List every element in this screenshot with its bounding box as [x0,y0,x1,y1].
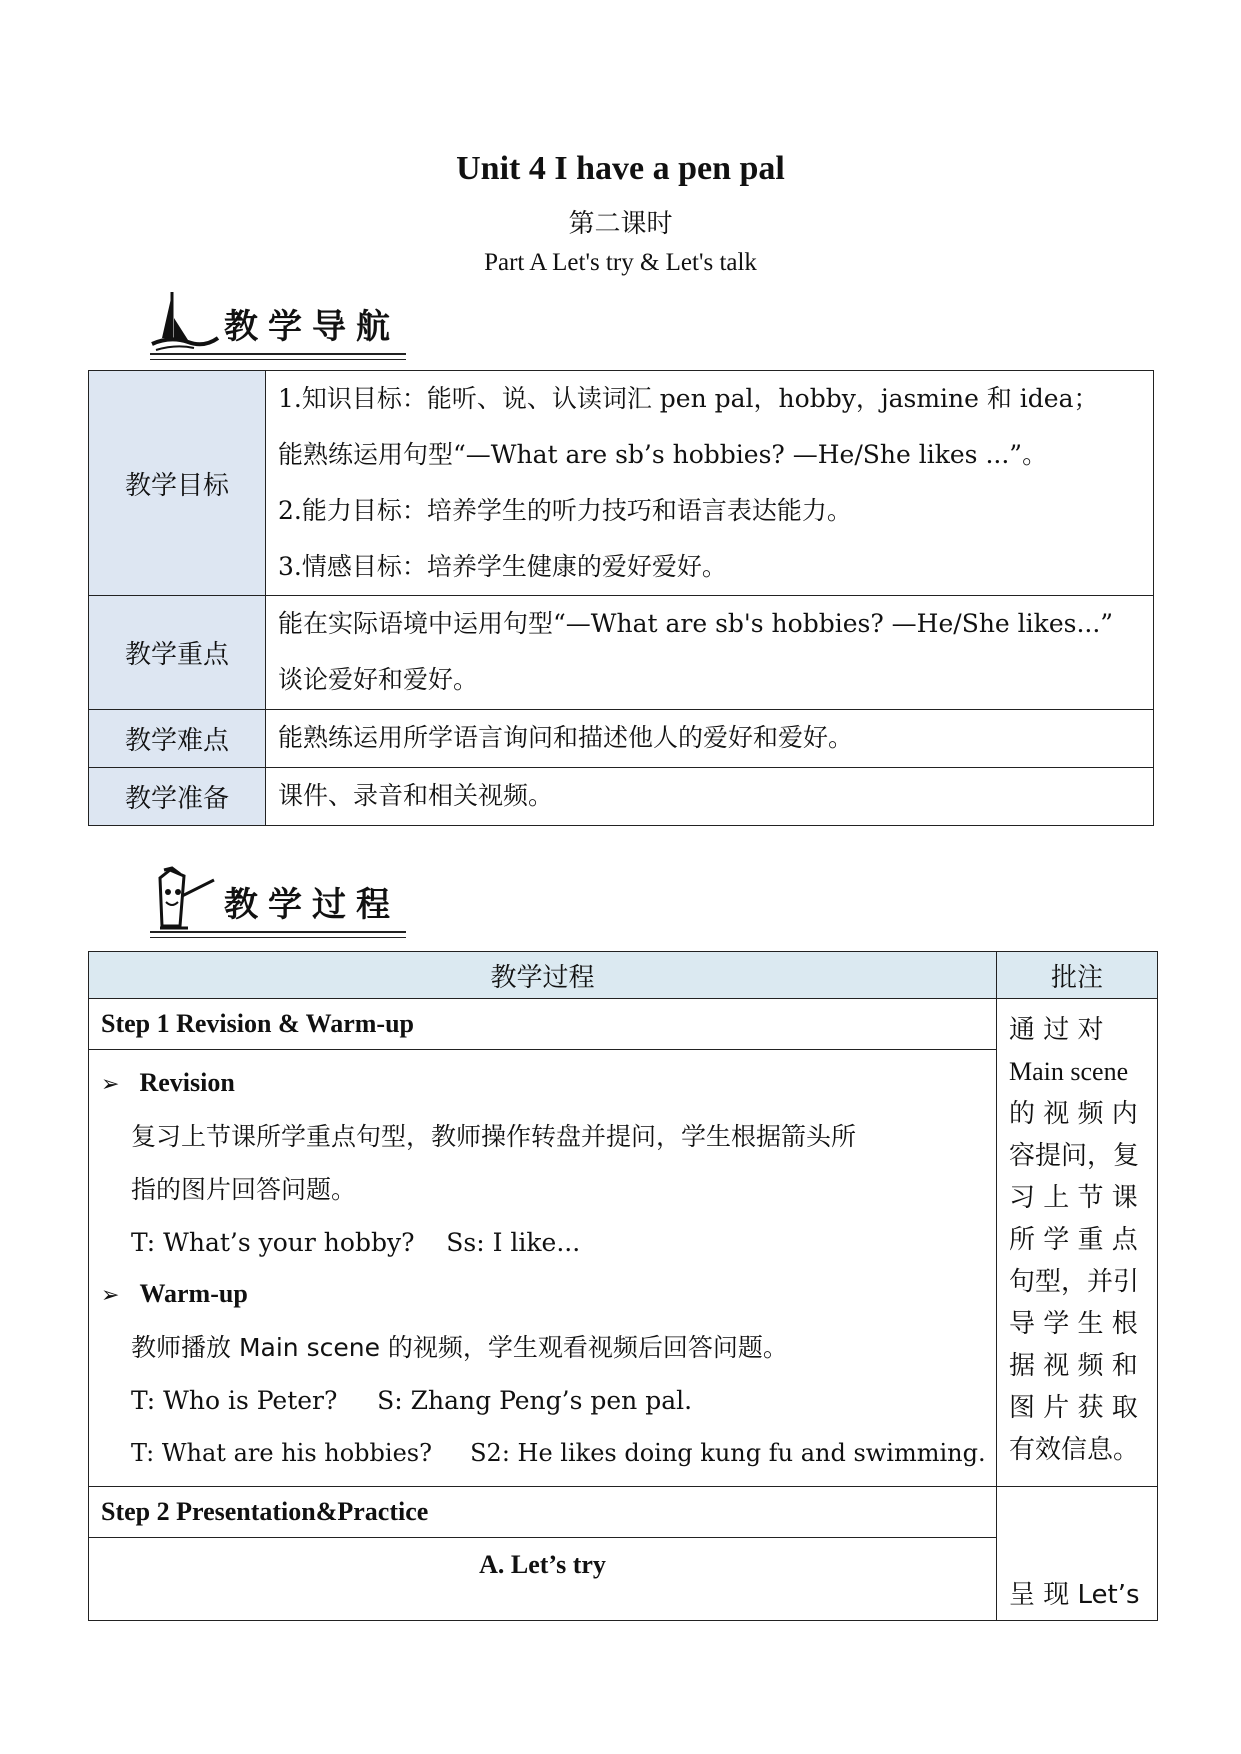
lets-try-title: A. Let’s try [89,1538,997,1621]
sailboat-icon [150,288,220,354]
revision-line: 复习上节课所学重点句型，教师操作转盘并提问，学生根据箭头所 [131,1122,857,1151]
process-table [88,951,1158,1621]
row-label-preparation: 教学准备 [89,768,266,826]
section-process-label: 教学过程 [224,885,400,925]
part-subtitle: Part A Let's try & Let's talk [484,249,757,276]
objectives-content [266,371,1154,596]
arrow-bullet-icon: ➢ [101,1072,120,1097]
warmup-label: Warm-up [139,1279,248,1308]
step1-note-line: 容提问，复 [1009,1141,1140,1171]
step1-note-line: 所 学 重 点 [1009,1225,1138,1255]
step1-note-line: 的 视 频 内 [1009,1099,1138,1129]
arrow-bullet-icon: ➢ [101,1283,120,1308]
doc-title: Unit 4 I have a pen pal [456,150,785,187]
step1-note-line: 习 上 节 课 [1009,1183,1138,1213]
objectives-line: 1.知识目标：能听、说、认读词汇 pen pal，hobby，jasmine 和 idea； [278,384,1099,413]
warmup-line: T: What are his hobbies? S2: He likes doing kung fu and swimming. [131,1439,986,1467]
revision-line: T: What’s your hobby? Ss: I like... [131,1228,581,1257]
revision-label: Revision [139,1068,235,1097]
revision-bullet [101,1058,986,1110]
objectives-line: 能熟练运用句型“—What are sb’s hobbies? —He/She likes ...”。 [278,440,1048,469]
difficulties-line: 能熟练运用所学语言询问和描述他人的爱好和爱好。 [278,723,854,752]
step2-title: Step 2 Presentation&Practice [89,1487,997,1538]
step1-note-line: 导 学 生 根 [1009,1309,1138,1339]
step1-body [89,1050,997,1487]
pencil-teacher-icon [150,866,220,932]
section-heading-nav [150,288,400,354]
step1-note-line: 通 过 对 [1009,1015,1104,1045]
lesson-subtitle: 第二课时 [568,209,673,239]
step1-note-line: 图 片 获 取 [1009,1393,1138,1423]
step1-title: Step 1 Revision & Warm-up [89,999,997,1050]
row-label-difficulties: 教学难点 [89,710,266,768]
step1-note-line: 据 视 频 和 [1009,1351,1138,1381]
row-label-objectives: 教学目标 [89,371,266,596]
notes-column-header: 批注 [997,952,1158,999]
objectives-line: 3.情感目标：培养学生健康的爱好爱好。 [278,552,727,581]
step2-note-line: 呈 现 Let’s [1009,1580,1140,1610]
difficulties-content [266,710,1154,768]
warmup-line: 教师播放 Main scene 的视频，学生观看视频后回答问题。 [131,1333,788,1362]
step1-note [997,999,1158,1487]
step1-note-line: Main scene [1009,1057,1129,1086]
warmup-line: T: Who is Peter? S: Zhang Peng’s pen pal. [131,1386,693,1415]
key-points-line: 能在实际语境中运用句型“—What are sb's hobbies? —He/She likes...” [278,609,1114,638]
section-nav-label: 教学导航 [224,307,400,347]
step1-note-line: 有效信息。 [1009,1435,1140,1465]
step2-note [997,1487,1158,1621]
preparation-content [266,768,1154,826]
step1-note-line: 句型，并引 [1009,1267,1140,1297]
section-heading-process [150,866,400,932]
key-points-content [266,596,1154,710]
nav-table [88,370,1154,826]
revision-line: 指的图片回答问题。 [131,1175,357,1204]
preparation-line: 课件、录音和相关视频。 [278,781,554,810]
warmup-bullet [101,1269,986,1321]
process-column-header: 教学过程 [89,952,997,999]
row-label-key-points: 教学重点 [89,596,266,710]
objectives-line: 2.能力目标：培养学生的听力技巧和语言表达能力。 [278,496,852,525]
key-points-line: 谈论爱好和爱好。 [278,665,479,694]
